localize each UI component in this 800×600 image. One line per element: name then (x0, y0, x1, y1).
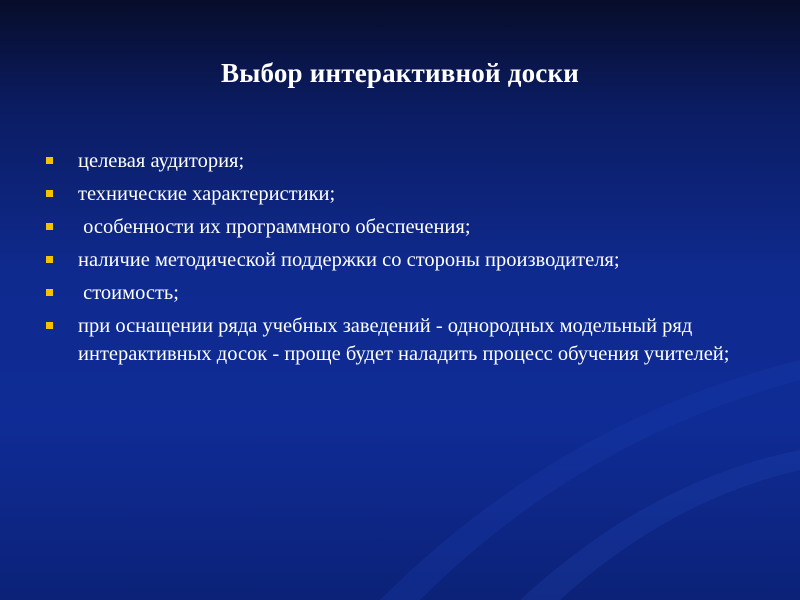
square-bullet-icon (46, 223, 53, 230)
list-item-text: при оснащении ряда учебных заведений - однородных модельный ряд интерактивных досок - проще будет наладить процесс обучения учителей; (78, 315, 730, 365)
list-item (46, 312, 756, 368)
list-item (46, 279, 756, 307)
bullet-list (46, 147, 756, 373)
list-item-text: стоимость; (78, 282, 179, 304)
square-bullet-icon (46, 157, 53, 164)
list-item (46, 147, 756, 175)
square-bullet-icon (46, 190, 53, 197)
list-item-text: особенности их программного обеспечения; (78, 216, 471, 238)
list-item (46, 180, 756, 208)
list-item-text: технические характеристики; (78, 183, 336, 205)
square-bullet-icon (46, 256, 53, 263)
square-bullet-icon (46, 289, 53, 296)
square-bullet-icon (46, 322, 53, 329)
slide-title: Выбор интерактивной доски (221, 58, 579, 88)
list-item-text: целевая аудитория; (78, 150, 245, 172)
list-item-text: наличие методической поддержки со стороны производителя; (78, 249, 620, 271)
list-item (46, 246, 756, 274)
list-item (46, 213, 756, 241)
